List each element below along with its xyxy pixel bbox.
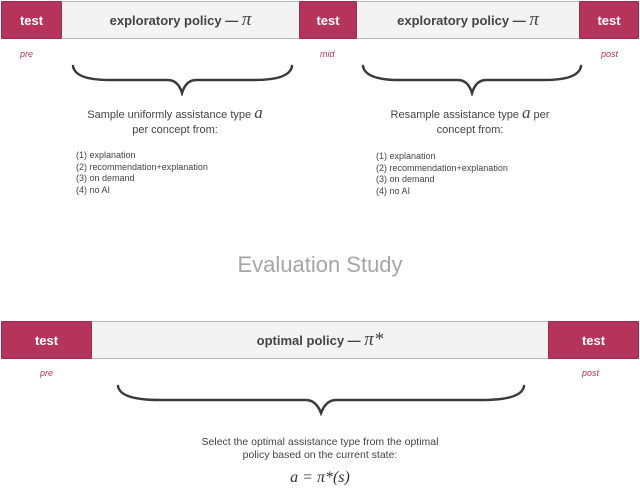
top-test-mid-label: test: [316, 12, 340, 28]
top-test-pre-label: test: [19, 12, 44, 28]
top-test-pre: [1, 1, 62, 39]
bottom-test-pre-label: test: [34, 332, 59, 348]
top-phase-mid: mid: [320, 49, 335, 59]
bottom-desc-line1: Select the optimal assistance type from the optimal: [201, 436, 439, 448]
top-phase-post: post: [601, 49, 619, 59]
bottom-policy-segment: [92, 321, 548, 359]
top-right-desc-var: a: [521, 103, 531, 122]
top-test-post-label: test: [597, 12, 621, 28]
optimal-policy-label: [257, 329, 384, 351]
list-item: (2) recommendation+explanation: [76, 161, 208, 172]
bottom-test-post-label: test: [581, 332, 606, 348]
top-right-options: [376, 151, 508, 197]
policy-label-1: [110, 9, 252, 31]
top-left-options: [76, 150, 208, 196]
section-title: Evaluation Study: [237, 252, 403, 277]
bottom-desc-line2: policy based on the current state:: [242, 449, 398, 461]
optimal-policy-symbol: π*: [364, 329, 384, 350]
top-left-description: [70, 105, 280, 138]
list-item: (4) no AI: [376, 185, 411, 196]
top-test-post: [579, 1, 639, 39]
top-right-desc-line2: concept from:: [436, 124, 504, 136]
list-item: (2) recommendation+explanation: [376, 162, 508, 173]
top-left-desc-line2: per concept from:: [132, 124, 218, 136]
top-right-desc-text-end: per: [530, 109, 550, 121]
top-phase-pre: pre: [20, 49, 34, 59]
policy-1-text: exploratory policy —: [109, 13, 242, 28]
top-right-description: [370, 105, 570, 138]
top-right-desc-text: Resample assistance type: [390, 109, 522, 121]
top-policy-segment-2: [357, 1, 579, 39]
top-left-desc-line1: [70, 105, 280, 123]
optimal-action-formula: a = π*(s): [290, 469, 350, 486]
bottom-phase-post: post: [582, 368, 600, 378]
policy-2-text: exploratory policy —: [397, 13, 530, 28]
list-item: (1) explanation: [76, 150, 136, 160]
bottom-brace: [115, 382, 527, 416]
policy-1-symbol: π: [241, 9, 252, 30]
list-item: (3) on demand: [376, 174, 435, 184]
policy-2-symbol: π: [529, 9, 539, 30]
top-right-brace: [360, 62, 584, 96]
list-item: (3) on demand: [76, 173, 135, 183]
bottom-description: [170, 436, 470, 462]
optimal-policy-text: optimal policy —: [256, 333, 365, 348]
list-item: (1) explanation: [376, 151, 436, 161]
policy-label-2: [397, 9, 539, 31]
bottom-test-post: [548, 321, 639, 359]
bottom-phase-pre: pre: [40, 368, 54, 378]
list-item: (4) no AI: [76, 184, 111, 195]
top-left-desc-text: Sample uniformly assistance type: [87, 109, 255, 121]
top-policy-segment-1: [62, 1, 299, 39]
top-test-mid: [299, 1, 357, 39]
top-left-brace: [70, 62, 295, 96]
top-right-desc-line1: [370, 105, 570, 123]
top-left-desc-var: a: [254, 103, 263, 122]
bottom-test-pre: [1, 321, 92, 359]
